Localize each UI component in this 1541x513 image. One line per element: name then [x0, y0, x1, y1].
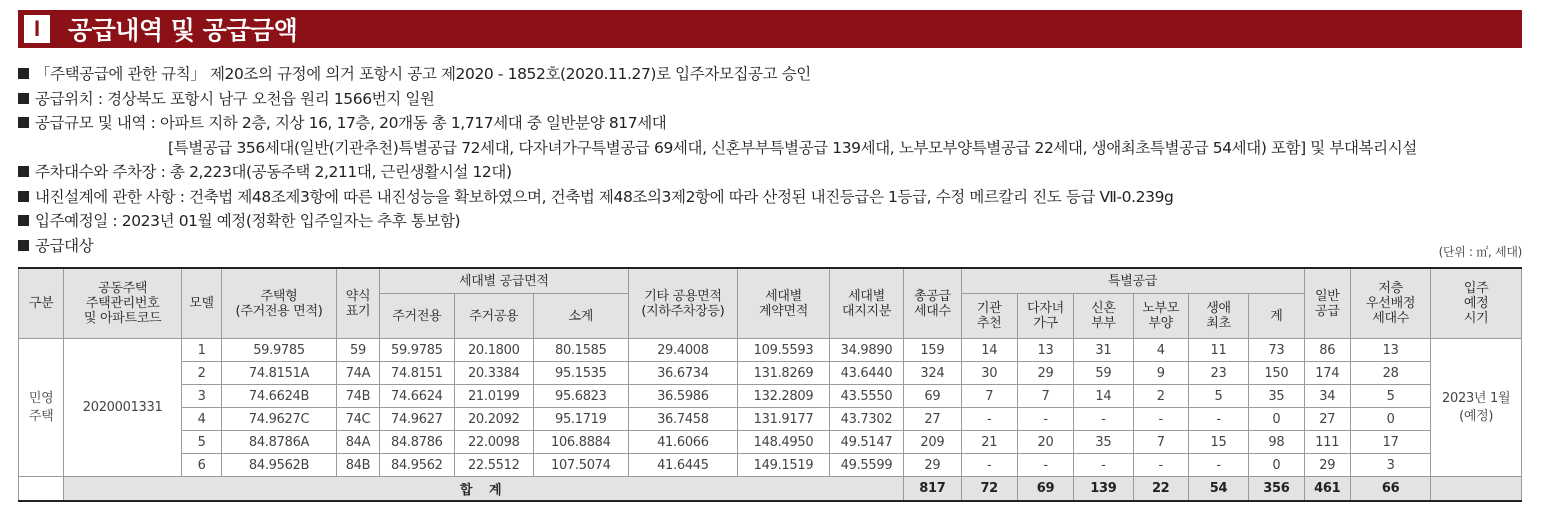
header-subtotal: 소계 — [534, 294, 629, 339]
table-cell: 209 — [904, 431, 961, 454]
table-cell: 3 — [181, 385, 221, 408]
table-cell: 15 — [1188, 431, 1248, 454]
total-label: 합 계 — [64, 477, 904, 502]
table-cell: 20.2092 — [454, 408, 533, 431]
table-cell: 29 — [904, 454, 961, 477]
table-cell: 36.7458 — [628, 408, 738, 431]
table-cell: 13 — [1017, 339, 1073, 362]
code-cell: 2020001331 — [64, 339, 182, 477]
table-cell: 14 — [961, 339, 1017, 362]
table-cell: 35 — [1074, 431, 1133, 454]
table-cell: 59 — [336, 339, 379, 362]
movein-cell: 2023년 1월 (예정) — [1431, 339, 1522, 477]
table-cell: 95.1719 — [534, 408, 629, 431]
table-cell: 109.5593 — [738, 339, 830, 362]
header-newlywed: 신혼 부부 — [1074, 294, 1133, 339]
table-row — [19, 431, 1522, 454]
table-cell: 7 — [961, 385, 1017, 408]
note-approval: 「주택공급에 관한 규칙」 제20조의 규정에 의거 포항시 공고 제2020 - 1852호(2020.11.27)로 입주자모집공고 승인 — [18, 62, 1518, 87]
table-cell: 74.9627C — [222, 408, 337, 431]
header-supply-area: 세대별 공급면적 — [380, 268, 628, 294]
table-cell: - — [1017, 454, 1073, 477]
table-cell: 28 — [1350, 362, 1430, 385]
table-cell: 49.5147 — [829, 431, 903, 454]
table-cell: 86 — [1304, 339, 1350, 362]
header-elderly: 노부모 부양 — [1133, 294, 1188, 339]
table-cell: 95.6823 — [534, 385, 629, 408]
table-cell: 149.1519 — [738, 454, 830, 477]
header-contract: 세대별 계약면적 — [738, 268, 830, 339]
bullet-square-icon — [18, 166, 29, 177]
table-cell: 107.5074 — [534, 454, 629, 477]
table-cell: 98 — [1249, 431, 1304, 454]
table-cell: 73 — [1249, 339, 1304, 362]
table-cell: 5 — [1188, 385, 1248, 408]
table-cell: 22.0098 — [454, 431, 533, 454]
note-scale: 공급규모 및 내역 : 아파트 지하 2층, 지상 16, 17층, 20개동 총 1,717세대 중 일반분양 817세대 — [18, 111, 1518, 136]
header-movein: 입주 예정 시기 — [1431, 268, 1522, 339]
table-cell: 159 — [904, 339, 961, 362]
table-cell: 21 — [961, 431, 1017, 454]
table-cell: 41.6066 — [628, 431, 738, 454]
header-multichild: 다자녀 가구 — [1017, 294, 1073, 339]
header-common: 주거공용 — [454, 294, 533, 339]
bullet-square-icon — [18, 215, 29, 226]
total-blank — [19, 477, 64, 502]
table-cell: - — [1074, 454, 1133, 477]
table-cell: 150 — [1249, 362, 1304, 385]
table-cell: 2 — [181, 362, 221, 385]
table-cell: 106.8884 — [534, 431, 629, 454]
note-scale-detail: [특별공급 356세대(일반(기관추천)특별공급 72세대, 다자녀가구특별공급 69세대, 신혼부부특별공급 139세대, 노부모부양특별공급 22세대, 생애최초특별공급 54세대) 포함] 및 부대복리시설 — [168, 138, 1417, 157]
table-cell: 74.9627 — [380, 408, 454, 431]
note-location: 공급위치 : 경상북도 포항시 남구 오천읍 원리 1566번지 일원 — [18, 87, 1518, 112]
table-cell: 324 — [904, 362, 961, 385]
table-cell: 5 — [1350, 385, 1430, 408]
table-cell: 131.9177 — [738, 408, 830, 431]
bullet-square-icon — [18, 117, 29, 128]
table-cell: 1 — [181, 339, 221, 362]
total-cell: 817 — [904, 477, 961, 502]
table-cell: 43.7302 — [829, 408, 903, 431]
table-cell: 22.5512 — [454, 454, 533, 477]
table-cell: 84.8786A — [222, 431, 337, 454]
total-row — [19, 477, 1522, 502]
table-cell: 84B — [336, 454, 379, 477]
table-cell: - — [1188, 408, 1248, 431]
category-cell: 민영 주택 — [19, 339, 64, 477]
table-cell: 3 — [1350, 454, 1430, 477]
table-cell: - — [961, 454, 1017, 477]
total-cell: 356 — [1249, 477, 1304, 502]
table-cell: 6 — [181, 454, 221, 477]
table-cell: 31 — [1074, 339, 1133, 362]
header-special: 특별공급 — [961, 268, 1304, 294]
table-cell: - — [1188, 454, 1248, 477]
table-cell: 29.4008 — [628, 339, 738, 362]
table-cell: 34.9890 — [829, 339, 903, 362]
table-row — [19, 408, 1522, 431]
table-cell: 0 — [1249, 454, 1304, 477]
note-parking: 주차대수와 주차장 : 총 2,223대(공동주택 2,211대, 근린생활시설 12대) — [18, 160, 1518, 185]
total-cell: 22 — [1133, 477, 1188, 502]
header-category: 구분 — [19, 268, 64, 339]
table-cell: 131.8269 — [738, 362, 830, 385]
table-cell: - — [1017, 408, 1073, 431]
header-general: 일반 공급 — [1304, 268, 1350, 339]
table-cell: 74.8151 — [380, 362, 454, 385]
table-row — [19, 454, 1522, 477]
table-cell: 74.6624B — [222, 385, 337, 408]
table-cell: 11 — [1188, 339, 1248, 362]
table-cell: 13 — [1350, 339, 1430, 362]
table-cell: 49.5599 — [829, 454, 903, 477]
total-cell: 72 — [961, 477, 1017, 502]
table-cell: 0 — [1350, 408, 1430, 431]
table-cell: 27 — [904, 408, 961, 431]
table-cell: 36.5986 — [628, 385, 738, 408]
table-cell: 4 — [181, 408, 221, 431]
table-cell: 14 — [1074, 385, 1133, 408]
table-cell: 84.8786 — [380, 431, 454, 454]
table-cell: 0 — [1249, 408, 1304, 431]
table-cell: 35 — [1249, 385, 1304, 408]
table-cell: 36.6734 — [628, 362, 738, 385]
table-cell: 5 — [181, 431, 221, 454]
table-cell: 30 — [961, 362, 1017, 385]
table-cell: 74B — [336, 385, 379, 408]
table-cell: 29 — [1304, 454, 1350, 477]
table-cell: 2 — [1133, 385, 1188, 408]
table-cell: 21.0199 — [454, 385, 533, 408]
total-cell: 69 — [1017, 477, 1073, 502]
table-cell: - — [1133, 408, 1188, 431]
total-cell: 66 — [1350, 477, 1430, 502]
table-cell: - — [1074, 408, 1133, 431]
table-cell: 74A — [336, 362, 379, 385]
table-cell: 29 — [1017, 362, 1073, 385]
header-institution: 기관 추천 — [961, 294, 1017, 339]
header-land: 세대별 대지지분 — [829, 268, 903, 339]
table-cell: - — [961, 408, 1017, 431]
table-cell: 148.4950 — [738, 431, 830, 454]
table-cell: 43.6440 — [829, 362, 903, 385]
table-cell: 20.1800 — [454, 339, 533, 362]
table-row — [19, 339, 1522, 362]
total-movein-empty — [1431, 477, 1522, 502]
bullet-square-icon — [18, 93, 29, 104]
bullet-square-icon — [18, 240, 29, 251]
header-total-supply: 총공급 세대수 — [904, 268, 961, 339]
unit-note: (단위 : ㎡, 세대) — [1438, 245, 1522, 259]
section-number: I — [24, 15, 50, 43]
table-cell: 84.9562 — [380, 454, 454, 477]
table-cell: 34 — [1304, 385, 1350, 408]
table-cell: 80.1585 — [534, 339, 629, 362]
table-cell: 59.9785 — [222, 339, 337, 362]
table-cell: 4 — [1133, 339, 1188, 362]
table-cell: 74.8151A — [222, 362, 337, 385]
note-target: 공급대상 — [18, 234, 1518, 259]
total-cell: 461 — [1304, 477, 1350, 502]
header-firsttime: 생애 최초 — [1188, 294, 1248, 339]
table-cell: 20 — [1017, 431, 1073, 454]
header-abbr: 약식 표기 — [336, 268, 379, 339]
table-cell: 59.9785 — [380, 339, 454, 362]
notes-list — [18, 62, 1518, 258]
table-cell: 74.6624 — [380, 385, 454, 408]
table-row — [19, 385, 1522, 408]
table-cell: 27 — [1304, 408, 1350, 431]
bullet-square-icon — [18, 191, 29, 202]
table-cell: 84.9562B — [222, 454, 337, 477]
supply-table — [18, 267, 1522, 502]
table-cell: 9 — [1133, 362, 1188, 385]
note-seismic: 내진설계에 관한 사항 : 건축법 제48조제3항에 따른 내진성능을 확보하였으며, 건축법 제48조의3제2항에 따라 산정된 내진등급은 1등급, 수정 메르칼리 진도 등급 Ⅶ-0.239g — [18, 185, 1518, 210]
header-exclusive: 주거전용 — [380, 294, 454, 339]
header-model: 모델 — [181, 268, 221, 339]
header-special-total: 계 — [1249, 294, 1304, 339]
header-type: 주택형 (주거전용 면적) — [222, 268, 337, 339]
table-cell: 132.2809 — [738, 385, 830, 408]
table-cell: 59 — [1074, 362, 1133, 385]
table-cell: - — [1133, 454, 1188, 477]
header-code: 공동주택 주택관리번호 및 아파트코드 — [64, 268, 182, 339]
table-cell: 41.6445 — [628, 454, 738, 477]
table-cell: 7 — [1017, 385, 1073, 408]
total-cell: 139 — [1074, 477, 1133, 502]
section-header — [18, 10, 1522, 48]
table-cell: 95.1535 — [534, 362, 629, 385]
table-cell: 20.3384 — [454, 362, 533, 385]
total-cell: 54 — [1188, 477, 1248, 502]
header-other-common: 기타 공용면적 (지하주차장등) — [628, 268, 738, 339]
table-cell: 111 — [1304, 431, 1350, 454]
note-movein: 입주예정일 : 2023년 01월 예정(정확한 입주일자는 추후 통보함) — [18, 209, 1518, 234]
table-cell: 174 — [1304, 362, 1350, 385]
table-cell: 23 — [1188, 362, 1248, 385]
section-title: 공급내역 및 공급금액 — [68, 16, 298, 45]
table-cell: 7 — [1133, 431, 1188, 454]
table-cell: 84A — [336, 431, 379, 454]
table-row — [19, 362, 1522, 385]
table-cell: 69 — [904, 385, 961, 408]
table-cell: 17 — [1350, 431, 1430, 454]
bullet-square-icon — [18, 68, 29, 79]
table-cell: 43.5550 — [829, 385, 903, 408]
table-cell: 74C — [336, 408, 379, 431]
header-lowfloor: 저층 우선배정 세대수 — [1350, 268, 1430, 339]
